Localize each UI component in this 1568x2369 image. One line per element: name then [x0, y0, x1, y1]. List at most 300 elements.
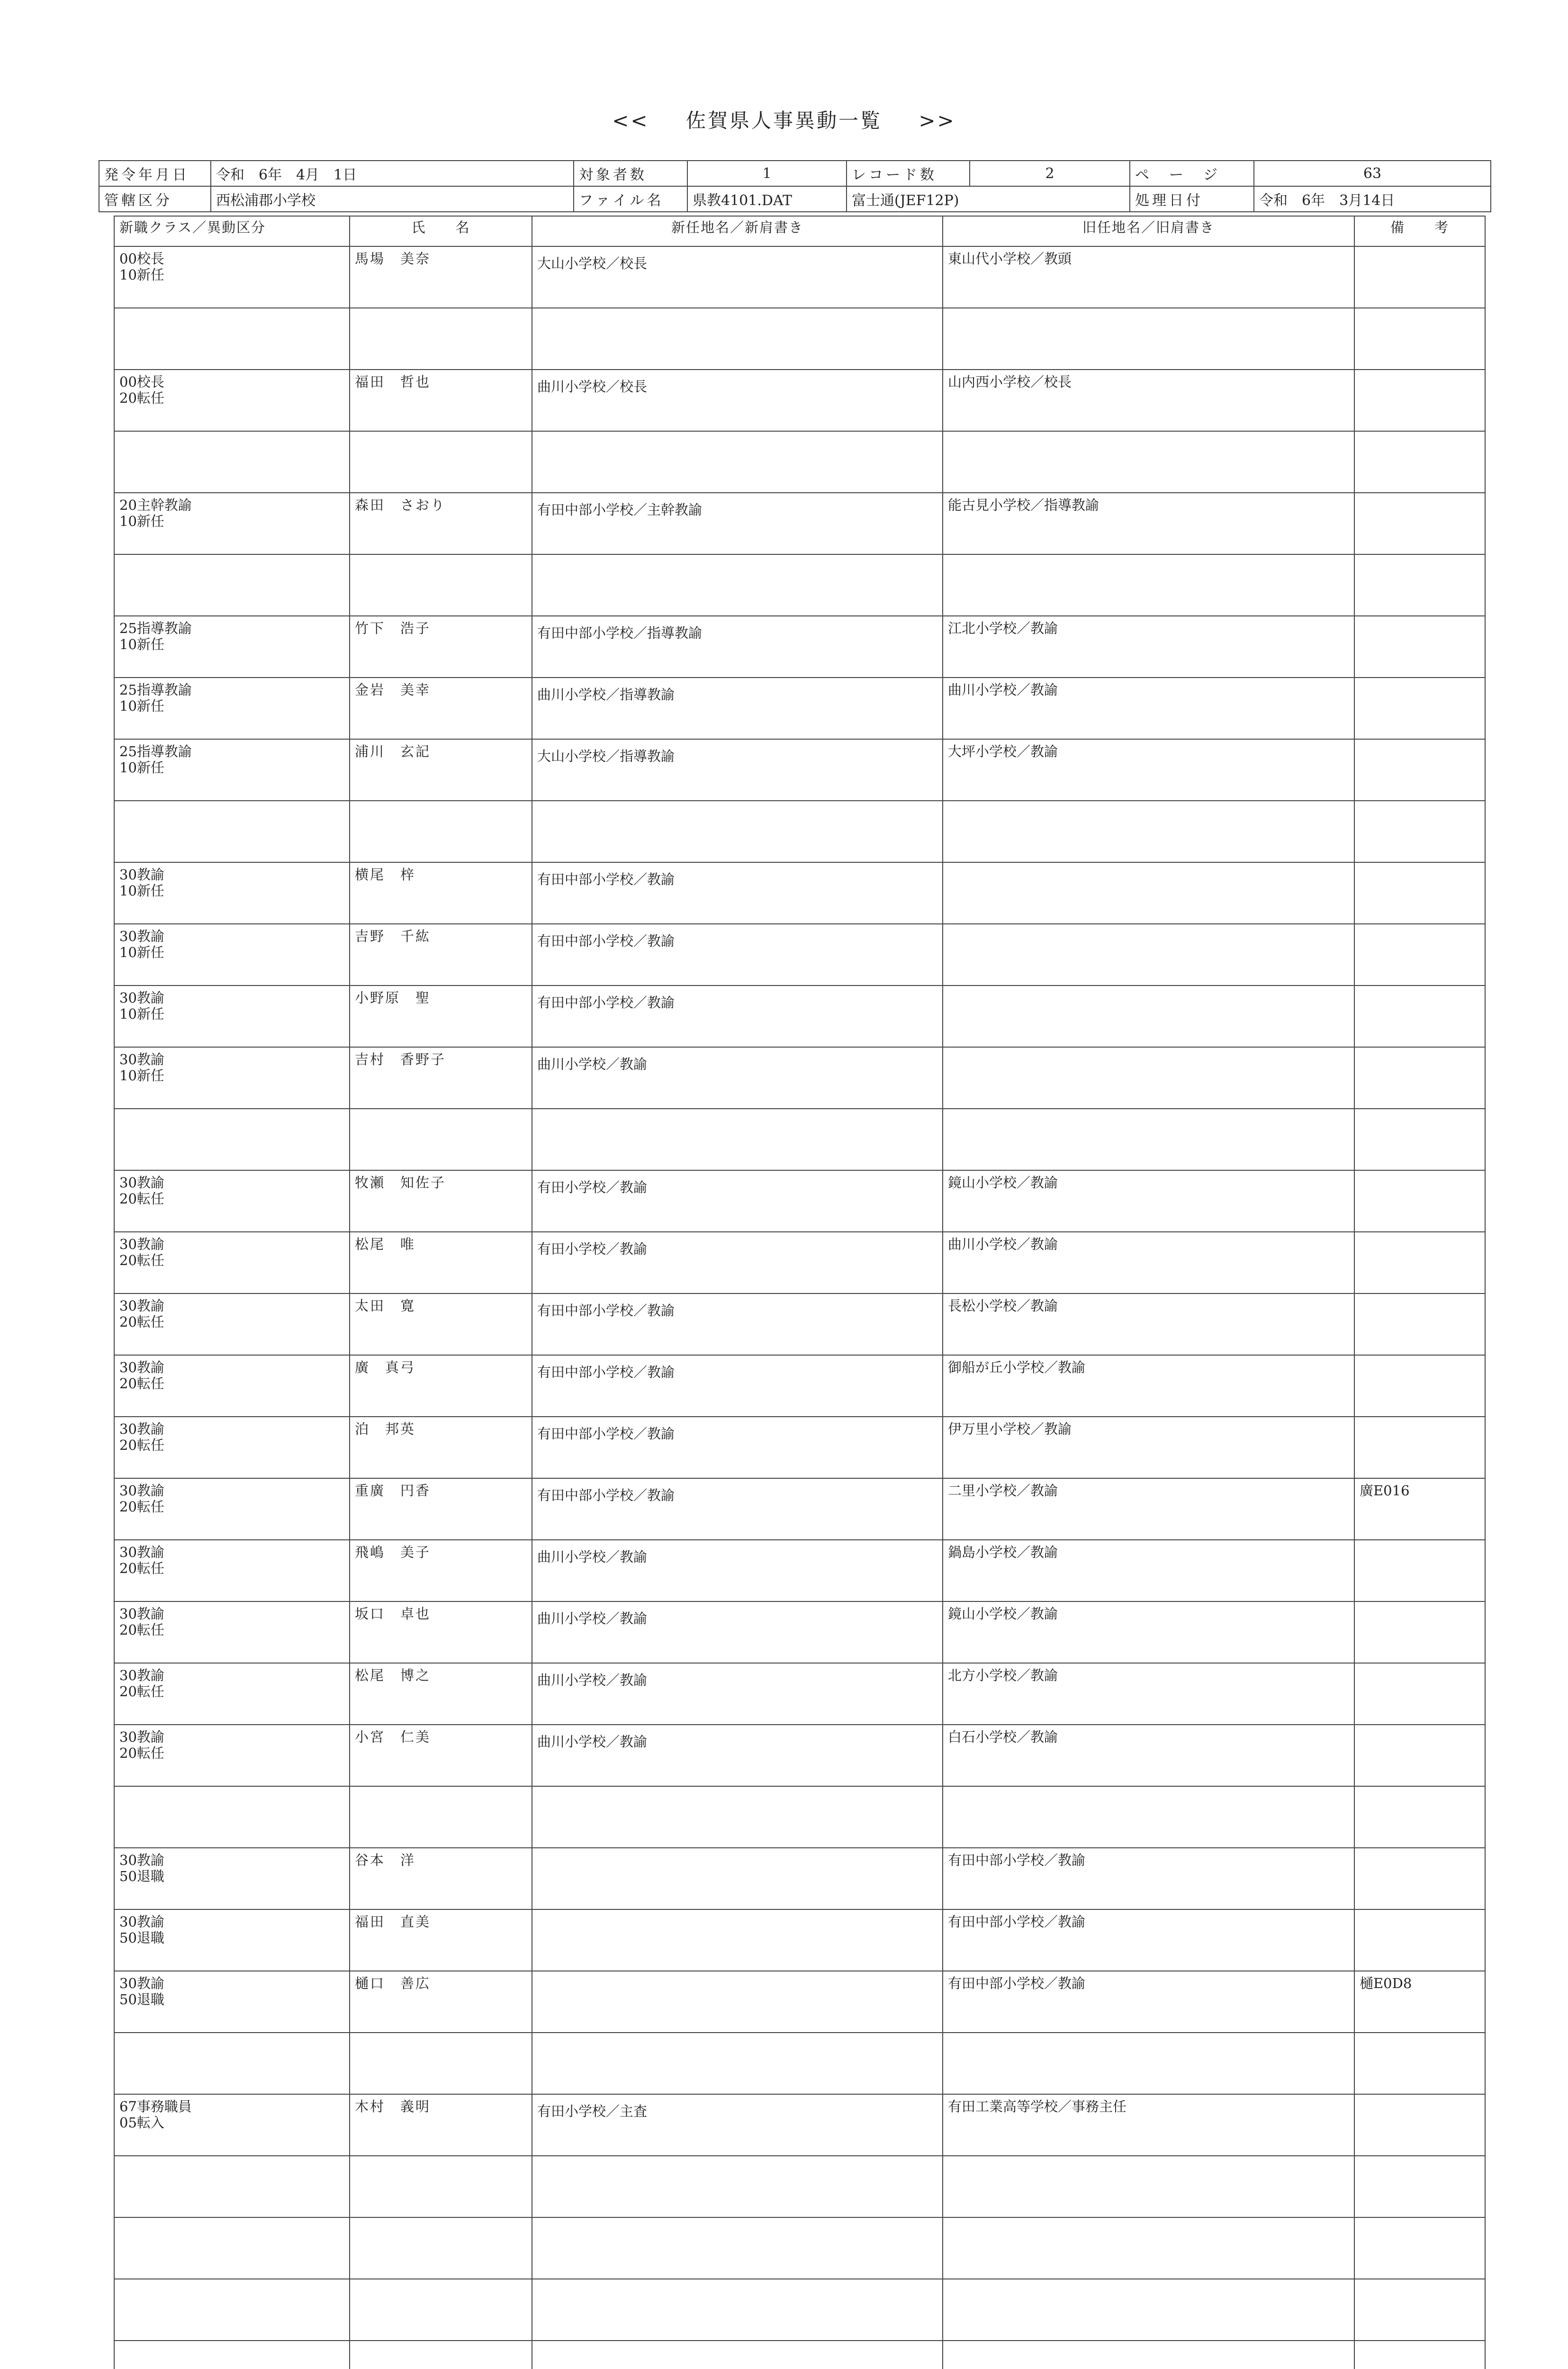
- cell-new-post-text: 曲川小学校／教諭: [537, 1549, 648, 1565]
- cell-class-category: [114, 1232, 350, 1293]
- column-header-row: [114, 216, 1485, 246]
- table-row: [114, 1663, 1485, 1725]
- cell-remarks: [1354, 1293, 1485, 1355]
- cell-name: [350, 1725, 532, 1786]
- cell-name: [350, 1047, 532, 1109]
- cell-old-post: [943, 862, 1354, 924]
- cell-new-post: [532, 1663, 943, 1725]
- cell-class-category-text: 20転任: [119, 1314, 164, 1330]
- cell-name-text: 浦川 玄記: [355, 743, 431, 760]
- cell-old-post: [943, 1047, 1354, 1109]
- cell-old-post-text: 二里小学校／教諭: [948, 1483, 1058, 1499]
- cell-class-category-text: 00校長: [119, 251, 164, 267]
- cell-new-post-text: 有田中部小学校／教諭: [537, 1487, 675, 1503]
- cell-name-text: 飛嶋 美子: [355, 1544, 431, 1560]
- cell-name: [350, 2341, 532, 2369]
- cell-name: [350, 1663, 532, 1725]
- issue-date-value: 令和 6年 4月 1日: [211, 161, 574, 186]
- cell-old-post: [943, 2341, 1354, 2369]
- cell-remarks: [1354, 1232, 1485, 1293]
- cell-new-post: [532, 862, 943, 924]
- cell-remarks: [1354, 308, 1485, 370]
- cell-name: [350, 431, 532, 493]
- title-text: 佐賀県人事異動一覧: [685, 109, 882, 132]
- cell-old-post: [943, 2279, 1354, 2341]
- cell-class-category: [114, 2033, 350, 2094]
- cell-old-post: [943, 1601, 1354, 1663]
- file-name-value: 県教4101.DAT: [687, 186, 847, 212]
- cell-class-category: [114, 678, 350, 739]
- cell-name-text: 横尾 梓: [355, 867, 416, 883]
- cell-class-category-text: 67事務職員: [119, 2098, 192, 2115]
- cell-name: [350, 1971, 532, 2033]
- issue-date-label: 発令年月日: [99, 161, 211, 186]
- cell-class-category: [114, 308, 350, 370]
- cell-old-post: [943, 1170, 1354, 1232]
- cell-old-post: [943, 2094, 1354, 2156]
- table-row: [114, 862, 1485, 924]
- cell-remarks: [1354, 1971, 1485, 2033]
- cell-remarks: [1354, 924, 1485, 986]
- cell-name-text: 重廣 円香: [355, 1483, 431, 1499]
- cell-old-post-text: 伊万里小学校／教諭: [948, 1421, 1072, 1437]
- cell-name: [350, 801, 532, 862]
- cell-old-post: [943, 308, 1354, 370]
- cell-remarks: [1354, 1725, 1485, 1786]
- cell-name-text: 樋口 善広: [355, 1975, 431, 1991]
- cell-name-text: 谷本 洋: [355, 1852, 416, 1868]
- cell-name: [350, 554, 532, 616]
- cell-new-post-text: 曲川小学校／教諭: [537, 1734, 648, 1750]
- target-count-label: 対象者数: [574, 161, 687, 186]
- cell-remarks: [1354, 1601, 1485, 1663]
- cell-name-text: 吉村 香野子: [355, 1051, 446, 1067]
- cell-name-text: 太田 寛: [355, 1298, 416, 1314]
- cell-name: [350, 739, 532, 801]
- cell-class-category-text: 30教諭: [119, 867, 164, 883]
- cell-remarks: [1354, 1786, 1485, 1848]
- table-row: [114, 1047, 1485, 1109]
- cell-class-category-text: 10新任: [119, 1006, 164, 1022]
- table-row: [114, 1786, 1485, 1848]
- cell-name: [350, 1170, 532, 1232]
- title-right-mark: >>: [919, 109, 956, 132]
- cell-class-category-text: 10新任: [119, 760, 164, 776]
- cell-remarks: [1354, 1848, 1485, 1909]
- cell-class-category-text: 10新任: [119, 944, 164, 960]
- cell-class-category: [114, 616, 350, 678]
- cell-remarks: [1354, 1663, 1485, 1725]
- cell-new-post-text: 曲川小学校／校長: [537, 379, 648, 395]
- cell-new-post-text: 有田中部小学校／指導教諭: [537, 625, 703, 641]
- table-row: [114, 801, 1485, 862]
- page-label: ペ ー ジ: [1130, 161, 1254, 186]
- cell-class-category-text: 20転任: [119, 1499, 164, 1515]
- table-row: [114, 2156, 1485, 2217]
- cell-class-category: [114, 1663, 350, 1725]
- cell-class-category-text: 10新任: [119, 1067, 164, 1084]
- cell-old-post: [943, 1417, 1354, 1478]
- cell-old-post-text: 北方小学校／教諭: [948, 1667, 1058, 1683]
- cell-old-post: [943, 1848, 1354, 1909]
- cell-old-post: [943, 246, 1354, 308]
- table-row: [114, 2033, 1485, 2094]
- cell-old-post: [943, 1293, 1354, 1355]
- table-row: [114, 1478, 1485, 1540]
- cell-remarks: [1354, 616, 1485, 678]
- table-row: [114, 2094, 1485, 2156]
- table-row: [114, 493, 1485, 554]
- document-title: [0, 105, 1568, 134]
- cell-class-category: [114, 1478, 350, 1540]
- cell-name: [350, 1909, 532, 1971]
- cell-old-post-text: 能古見小学校／指導教諭: [948, 497, 1099, 513]
- cell-class-category: [114, 2279, 350, 2341]
- cell-new-post-text: 大山小学校／校長: [537, 255, 648, 271]
- cell-class-category-text: 30教諭: [119, 1544, 164, 1560]
- table-row: [114, 678, 1485, 739]
- cell-new-post: [532, 1478, 943, 1540]
- cell-remarks: [1354, 862, 1485, 924]
- col-header-old-post: 旧任地名／旧肩書き: [943, 216, 1354, 246]
- cell-remarks: [1354, 1355, 1485, 1417]
- cell-name-text: 森田 さおり: [355, 497, 446, 513]
- personnel-table: [114, 216, 1486, 2369]
- cell-remarks: [1354, 1478, 1485, 1540]
- cell-remarks: [1354, 986, 1485, 1047]
- header-row-1: [99, 161, 1491, 186]
- table-row: [114, 1232, 1485, 1293]
- cell-old-post: [943, 1971, 1354, 2033]
- cell-class-category-text: 20転任: [119, 1437, 164, 1453]
- cell-old-post-text: 山内西小学校／校長: [948, 374, 1072, 390]
- cell-new-post: [532, 986, 943, 1047]
- cell-old-post: [943, 616, 1354, 678]
- cell-class-category-text: 30教諭: [119, 1421, 164, 1437]
- cell-class-category: [114, 1293, 350, 1355]
- cell-class-category-text: 50退職: [119, 1991, 164, 2007]
- cell-class-category: [114, 924, 350, 986]
- cell-new-post: [532, 2033, 943, 2094]
- cell-class-category-text: 00校長: [119, 374, 164, 390]
- cell-old-post-text: 有田中部小学校／教諭: [948, 1852, 1086, 1868]
- cell-name: [350, 308, 532, 370]
- cell-old-post-text: 江北小学校／教諭: [948, 620, 1058, 636]
- cell-name: [350, 1109, 532, 1170]
- cell-old-post: [943, 1478, 1354, 1540]
- cell-class-category: [114, 1109, 350, 1170]
- cell-class-category: [114, 2217, 350, 2279]
- cell-name: [350, 616, 532, 678]
- cell-name-text: 小野原 聖: [355, 990, 431, 1006]
- cell-new-post: [532, 1971, 943, 2033]
- cell-old-post: [943, 2217, 1354, 2279]
- cell-old-post: [943, 924, 1354, 986]
- cell-name-text: 吉野 千紘: [355, 928, 431, 944]
- cell-new-post: [532, 1540, 943, 1601]
- target-count-value: 1: [687, 161, 847, 186]
- cell-class-category: [114, 2094, 350, 2156]
- cell-old-post-text: 御船が丘小学校／教諭: [948, 1359, 1086, 1375]
- cell-class-category-text: 20転任: [119, 390, 164, 406]
- cell-remarks: [1354, 2217, 1485, 2279]
- cell-old-post: [943, 370, 1354, 431]
- cell-name: [350, 1478, 532, 1540]
- cell-old-post: [943, 1355, 1354, 1417]
- cell-name: [350, 1293, 532, 1355]
- cell-name: [350, 2279, 532, 2341]
- cell-old-post: [943, 678, 1354, 739]
- cell-remarks: [1354, 2094, 1485, 2156]
- cell-class-category-text: 30教諭: [119, 1236, 164, 1252]
- cell-old-post-text: 東山代小学校／教頭: [948, 251, 1072, 267]
- cell-class-category: [114, 370, 350, 431]
- cell-new-post-text: 有田中部小学校／教諭: [537, 933, 675, 949]
- cell-name: [350, 1848, 532, 1909]
- cell-class-category-text: 30教諭: [119, 928, 164, 944]
- table-body: [114, 246, 1485, 2369]
- cell-class-category-text: 30教諭: [119, 990, 164, 1006]
- cell-class-category-text: 25指導教諭: [119, 682, 192, 698]
- cell-new-post: [532, 1786, 943, 1848]
- title-left-mark: <<: [612, 109, 649, 132]
- cell-new-post-text: 有田小学校／教諭: [537, 1179, 648, 1195]
- table-row: [114, 2279, 1485, 2341]
- cell-class-category: [114, 1047, 350, 1109]
- cell-new-post-text: 大山小学校／指導教諭: [537, 748, 675, 764]
- header-row-2: [99, 186, 1491, 212]
- cell-new-post: [532, 554, 943, 616]
- cell-name-text: 牧瀬 知佐子: [355, 1175, 446, 1191]
- cell-old-post-text: 長松小学校／教諭: [948, 1298, 1058, 1314]
- cell-class-category: [114, 493, 350, 554]
- cell-class-category-text: 30教諭: [119, 1729, 164, 1745]
- cell-class-category-text: 20転任: [119, 1745, 164, 1761]
- cell-old-post: [943, 1909, 1354, 1971]
- cell-name-text: 廣 真弓: [355, 1359, 416, 1375]
- cell-remarks: [1354, 678, 1485, 739]
- record-count-value: 2: [970, 161, 1130, 186]
- cell-old-post-text: 有田工業高等学校／事務主任: [948, 2098, 1127, 2115]
- cell-remarks: [1354, 801, 1485, 862]
- col-header-name: 氏 名: [350, 216, 532, 246]
- printer-value: 富士通(JEF12P): [847, 186, 1130, 212]
- table-row: [114, 370, 1485, 431]
- cell-old-post-text: 曲川小学校／教諭: [948, 1236, 1058, 1252]
- cell-name: [350, 1232, 532, 1293]
- cell-name-text: 坂口 卓也: [355, 1606, 431, 1622]
- cell-remarks: [1354, 246, 1485, 308]
- cell-class-category: [114, 554, 350, 616]
- cell-name-text: 泊 邦英: [355, 1421, 416, 1437]
- table-row: [114, 1170, 1485, 1232]
- cell-name-text: 木村 義明: [355, 2098, 431, 2115]
- cell-new-post: [532, 493, 943, 554]
- cell-name: [350, 1540, 532, 1601]
- cell-name-text: 竹下 浩子: [355, 620, 431, 636]
- cell-class-category: [114, 1540, 350, 1601]
- cell-remarks: [1354, 1170, 1485, 1232]
- table-row: [114, 1417, 1485, 1478]
- cell-class-category: [114, 801, 350, 862]
- cell-old-post-text: 曲川小学校／教諭: [948, 682, 1058, 698]
- cell-new-post: [532, 1293, 943, 1355]
- cell-old-post: [943, 1725, 1354, 1786]
- cell-name-text: 松尾 唯: [355, 1236, 416, 1252]
- file-name-label: ファイル名: [574, 186, 687, 212]
- cell-class-category-text: 20転任: [119, 1683, 164, 1700]
- cell-name: [350, 2094, 532, 2156]
- cell-new-post: [532, 370, 943, 431]
- table-row: [114, 1725, 1485, 1786]
- cell-class-category: [114, 1170, 350, 1232]
- cell-new-post: [532, 1601, 943, 1663]
- table-row: [114, 739, 1485, 801]
- cell-class-category: [114, 431, 350, 493]
- cell-class-category-text: 10新任: [119, 267, 164, 283]
- cell-class-category: [114, 2156, 350, 2217]
- cell-new-post: [532, 1047, 943, 1109]
- cell-old-post: [943, 1232, 1354, 1293]
- cell-class-category: [114, 739, 350, 801]
- cell-class-category-text: 10新任: [119, 513, 164, 529]
- cell-class-category: [114, 1417, 350, 1478]
- cell-class-category: [114, 1971, 350, 2033]
- cell-new-post: [532, 1725, 943, 1786]
- cell-new-post: [532, 924, 943, 986]
- cell-class-category-text: 30教諭: [119, 1175, 164, 1191]
- cell-old-post-text: 白石小学校／教諭: [948, 1729, 1058, 1745]
- cell-class-category-text: 30教諭: [119, 1914, 164, 1930]
- cell-new-post: [532, 308, 943, 370]
- cell-new-post: [532, 1170, 943, 1232]
- cell-name: [350, 2217, 532, 2279]
- cell-new-post: [532, 1109, 943, 1170]
- cell-class-category-text: 30教諭: [119, 1852, 164, 1868]
- cell-old-post: [943, 431, 1354, 493]
- table-row: [114, 246, 1485, 308]
- cell-new-post-text: 曲川小学校／教諭: [537, 1056, 648, 1072]
- cell-class-category: [114, 1786, 350, 1848]
- cell-new-post-text: 有田小学校／教諭: [537, 1241, 648, 1257]
- cell-old-post: [943, 1540, 1354, 1601]
- cell-name-text: 小宮 仁美: [355, 1729, 431, 1745]
- cell-class-category-text: 25指導教諭: [119, 743, 192, 760]
- cell-new-post: [532, 1909, 943, 1971]
- cell-class-category-text: 20転任: [119, 1560, 164, 1576]
- cell-class-category: [114, 986, 350, 1047]
- cell-class-category: [114, 1601, 350, 1663]
- process-date-label: 処理日付: [1130, 186, 1254, 212]
- cell-remarks: [1354, 493, 1485, 554]
- cell-remarks: [1354, 1417, 1485, 1478]
- cell-name: [350, 678, 532, 739]
- table-row: [114, 1355, 1485, 1417]
- cell-remarks-text: 廣E016: [1360, 1483, 1410, 1499]
- cell-class-category: [114, 1355, 350, 1417]
- cell-name: [350, 1417, 532, 1478]
- table-row: [114, 1540, 1485, 1601]
- cell-new-post: [532, 2279, 943, 2341]
- cell-name: [350, 1786, 532, 1848]
- jurisdiction-label: 管轄区分: [99, 186, 211, 212]
- cell-new-post: [532, 1848, 943, 1909]
- cell-class-category: [114, 862, 350, 924]
- table-row: [114, 986, 1485, 1047]
- cell-new-post-text: 有田中部小学校／主幹教諭: [537, 502, 703, 518]
- cell-class-category-text: 05転入: [119, 2115, 164, 2131]
- table-row: [114, 1601, 1485, 1663]
- table-row: [114, 431, 1485, 493]
- page-value: 63: [1254, 161, 1491, 186]
- cell-old-post: [943, 801, 1354, 862]
- cell-class-category: [114, 1848, 350, 1909]
- table-row: [114, 2217, 1485, 2279]
- cell-class-category-text: 30教諭: [119, 1606, 164, 1622]
- cell-new-post-text: 曲川小学校／指導教諭: [537, 687, 675, 703]
- process-date-value: 令和 6年 3月14日: [1254, 186, 1491, 212]
- table-row: [114, 1971, 1485, 2033]
- cell-name: [350, 2033, 532, 2094]
- cell-class-category-text: 30教諭: [119, 1483, 164, 1499]
- cell-class-category-text: 10新任: [119, 698, 164, 714]
- cell-class-category: [114, 2341, 350, 2369]
- cell-remarks: [1354, 2341, 1485, 2369]
- cell-class-category-text: 30教諭: [119, 1051, 164, 1067]
- cell-name: [350, 986, 532, 1047]
- cell-remarks: [1354, 2033, 1485, 2094]
- cell-old-post-text: 鏡山小学校／教諭: [948, 1175, 1058, 1191]
- cell-old-post: [943, 554, 1354, 616]
- cell-name: [350, 924, 532, 986]
- cell-remarks-text: 樋E0D8: [1360, 1975, 1412, 1991]
- col-header-class: 新職クラス／異動区分: [114, 216, 350, 246]
- cell-new-post: [532, 616, 943, 678]
- cell-new-post: [532, 678, 943, 739]
- cell-remarks: [1354, 739, 1485, 801]
- table-row: [114, 2341, 1485, 2369]
- cell-new-post-text: 有田小学校／主査: [537, 2103, 648, 2119]
- cell-name-text: 馬場 美奈: [355, 251, 431, 267]
- cell-old-post-text: 大坪小学校／教諭: [948, 743, 1058, 760]
- cell-old-post-text: 有田中部小学校／教諭: [948, 1914, 1086, 1930]
- cell-new-post: [532, 739, 943, 801]
- cell-name: [350, 493, 532, 554]
- cell-name: [350, 1355, 532, 1417]
- table-row: [114, 616, 1485, 678]
- cell-new-post: [532, 246, 943, 308]
- table-row: [114, 554, 1485, 616]
- cell-remarks: [1354, 1109, 1485, 1170]
- cell-old-post: [943, 1109, 1354, 1170]
- cell-new-post-text: 曲川小学校／教諭: [537, 1672, 648, 1688]
- cell-class-category-text: 30教諭: [119, 1359, 164, 1375]
- cell-class-category-text: 25指導教諭: [119, 620, 192, 636]
- cell-class-category-text: 20転任: [119, 1622, 164, 1638]
- cell-remarks: [1354, 2156, 1485, 2217]
- cell-class-category-text: 20転任: [119, 1252, 164, 1268]
- cell-name-text: 金岩 美幸: [355, 682, 431, 698]
- cell-new-post-text: 有田中部小学校／教諭: [537, 995, 675, 1011]
- cell-new-post: [532, 1417, 943, 1478]
- cell-new-post: [532, 1232, 943, 1293]
- cell-class-category: [114, 246, 350, 308]
- cell-class-category-text: 30教諭: [119, 1667, 164, 1683]
- cell-class-category-text: 20転任: [119, 1375, 164, 1392]
- cell-name: [350, 246, 532, 308]
- cell-name-text: 松尾 博之: [355, 1667, 431, 1683]
- cell-remarks: [1354, 554, 1485, 616]
